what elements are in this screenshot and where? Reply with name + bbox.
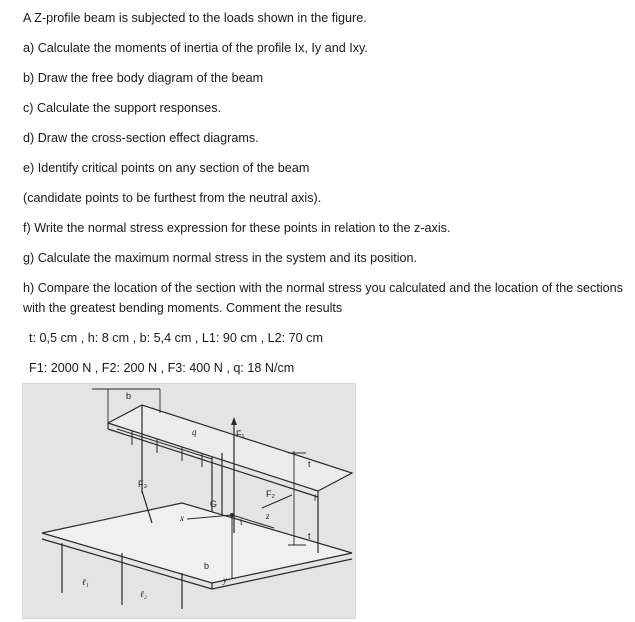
centroid-g <box>230 513 234 517</box>
label-h: h <box>314 493 320 503</box>
label-f1: F₁ <box>236 429 245 439</box>
figure-background <box>22 383 356 619</box>
label-l2: ℓ₂ <box>140 589 147 599</box>
question-e: e) Identify critical points on any section of the beam <box>23 161 310 175</box>
question-h: h) Compare the location of the section with the normal stress you calculated and the location of the sections with the greatest bending moments. Comment the results <box>23 281 623 315</box>
beam-figure <box>22 383 356 619</box>
label-t-top: t <box>308 459 311 469</box>
question-g: g) Calculate the maximum normal stress in the system and its position. <box>23 251 418 265</box>
question-b: b) Draw the free body diagram of the beam <box>23 71 264 85</box>
dimension-values: t: 0,5 cm , h: 8 cm , b: 5,4 cm , L1: 90 cm , L2: 70 cm <box>29 331 323 345</box>
label-f3: F₃ <box>138 479 148 489</box>
question-f: f) Write the normal stress expression for these points in relation to the z-axis. <box>23 221 451 235</box>
label-q: q <box>192 427 197 437</box>
label-t-bottom: t <box>308 531 311 541</box>
label-b-top: b <box>126 391 132 401</box>
problem-intro: A Z-profile beam is subjected to the loads shown in the figure. <box>23 11 367 25</box>
label-x: x <box>180 513 184 523</box>
question-c: c) Calculate the support responses. <box>23 101 222 115</box>
force-values: F1: 2000 N , F2: 200 N , F3: 400 N , q: 18 N/cm <box>29 361 295 375</box>
question-e-note: (candidate points to be furthest from the neutral axis). <box>23 191 322 205</box>
label-b-bottom: b <box>204 561 210 571</box>
label-z: z <box>266 511 270 521</box>
question-a: a) Calculate the moments of inertia of the profile Ix, Iy and Ixy. <box>23 41 368 55</box>
label-g: G <box>210 499 218 509</box>
label-y: y <box>223 575 227 585</box>
label-t-web: t <box>240 517 243 527</box>
label-l1: ℓ₁ <box>82 577 89 587</box>
question-d: d) Draw the cross-section effect diagrams. <box>23 131 259 145</box>
label-f2: F₂ <box>266 489 275 499</box>
